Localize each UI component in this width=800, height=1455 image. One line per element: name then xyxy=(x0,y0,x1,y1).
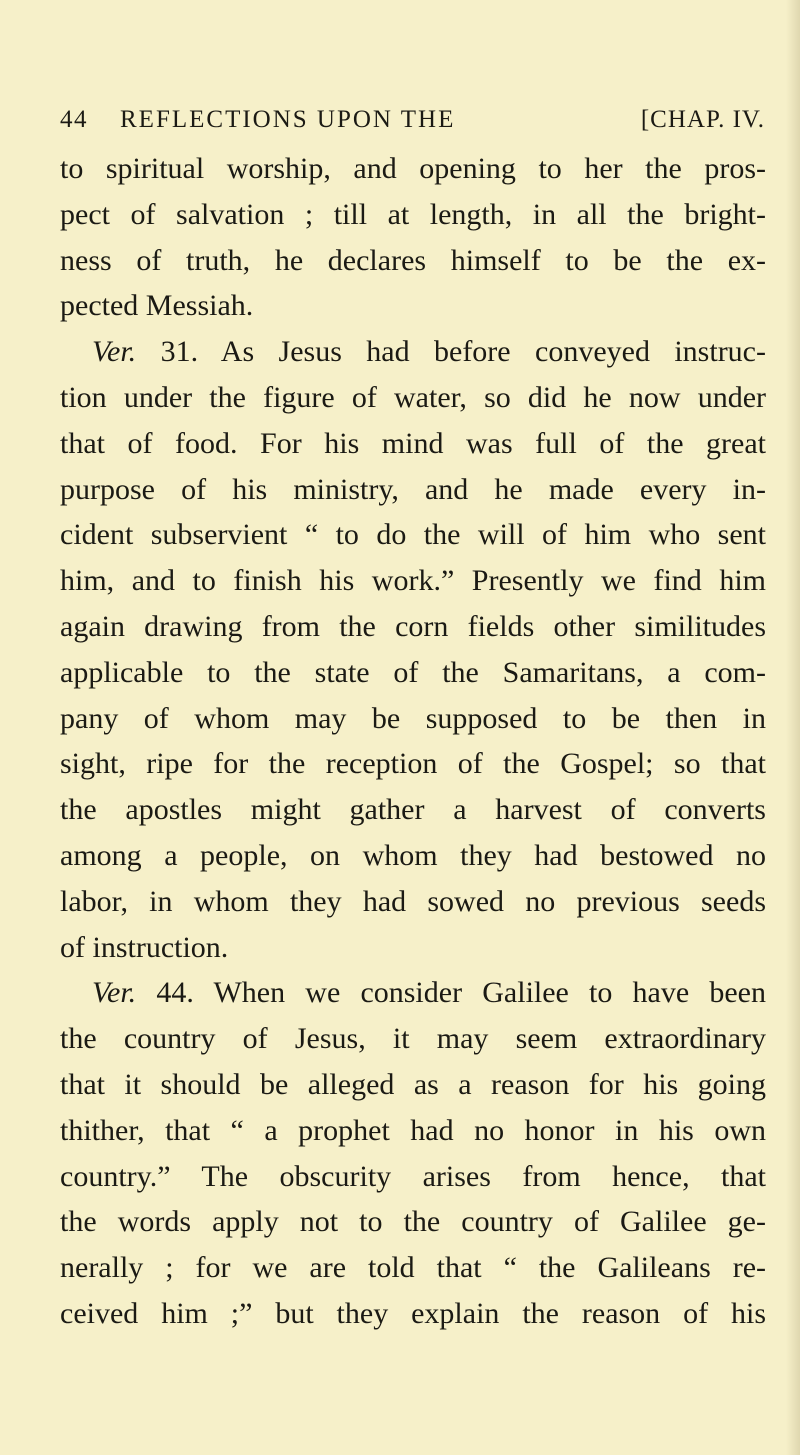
line-text: pany of whom may be supposed to be then in xyxy=(60,701,766,735)
line-text: labor, in whom they had sowed no previous seeds xyxy=(60,884,766,918)
text-line xyxy=(60,1245,766,1291)
line-text: 31. As Jesus had before conveyed instruc- xyxy=(136,335,766,369)
verse-marker: Ver. xyxy=(92,335,137,369)
line-text: nerally ; for we are told that “ the Galileans re- xyxy=(60,1251,766,1285)
line-text: the apostles might gather a harvest of converts xyxy=(60,793,766,827)
text-line xyxy=(60,375,766,421)
line-text: tion under the figure of water, so did he now under xyxy=(60,380,766,414)
text-line xyxy=(60,283,766,329)
line-text: that of food. For his mind was full of the great xyxy=(60,426,766,460)
text-line xyxy=(60,421,766,467)
text-line xyxy=(60,1199,766,1245)
verse-marker: Ver. xyxy=(92,976,137,1010)
text-line xyxy=(60,1016,766,1062)
line-text: pected Messiah. xyxy=(60,289,254,323)
line-text: purpose of his ministry, and he made every in- xyxy=(60,472,766,506)
text-line xyxy=(60,1108,766,1154)
text-line xyxy=(60,1291,766,1337)
running-title: REFLECTIONS UPON THE xyxy=(120,106,456,133)
page-edge-shadow xyxy=(786,0,800,1455)
line-text: the country of Jesus, it may seem extraordinary xyxy=(60,1022,766,1056)
text-line xyxy=(60,787,766,833)
chapter-label: [CHAP. IV. xyxy=(640,106,765,133)
text-line xyxy=(60,238,766,284)
text-line xyxy=(60,512,766,558)
line-text: ceived him ;” but they explain the reason of his xyxy=(60,1296,766,1330)
text-line xyxy=(60,604,766,650)
line-text: ness of truth, he declares himself to be the ex- xyxy=(60,243,766,277)
text-line xyxy=(60,650,766,696)
line-text: pect of salvation ; till at length, in all the bright- xyxy=(60,197,766,231)
text-line xyxy=(60,833,766,879)
text-line xyxy=(60,925,766,971)
page-number: 44 xyxy=(60,106,88,133)
text-line xyxy=(60,329,766,375)
line-text: country.” The obscurity arises from hence, that xyxy=(60,1159,766,1193)
text-line xyxy=(60,558,766,604)
text-line xyxy=(60,1062,766,1108)
page-header xyxy=(60,106,765,146)
line-text: that it should be alleged as a reason for his going xyxy=(60,1067,766,1101)
line-text: sight, ripe for the reception of the Gospel; so that xyxy=(60,747,766,781)
text-line xyxy=(60,1154,766,1200)
body-text xyxy=(60,146,766,1337)
line-text: thither, that “ a prophet had no honor in his own xyxy=(60,1113,766,1147)
text-line xyxy=(60,146,766,192)
line-text: of instruction. xyxy=(60,930,229,964)
text-line xyxy=(60,741,766,787)
line-text: again drawing from the corn fields other similitudes xyxy=(60,609,766,643)
line-text: to spiritual worship, and opening to her the pros- xyxy=(60,152,766,185)
text-line xyxy=(60,467,766,513)
line-text: him, and to finish his work.” Presently we find him xyxy=(60,564,766,598)
line-text: among a people, on whom they had bestowed no xyxy=(60,838,766,872)
text-line xyxy=(60,879,766,925)
line-text: cident subservient “ to do the will of him who sent xyxy=(60,518,766,552)
line-text: applicable to the state of the Samaritans, a com- xyxy=(60,655,766,689)
line-text: the words apply not to the country of Galilee ge- xyxy=(60,1205,766,1239)
line-text: 44. When we consider Galilee to have been xyxy=(136,976,766,1010)
text-line xyxy=(60,192,766,238)
text-line xyxy=(60,696,766,742)
text-line xyxy=(60,970,766,1016)
